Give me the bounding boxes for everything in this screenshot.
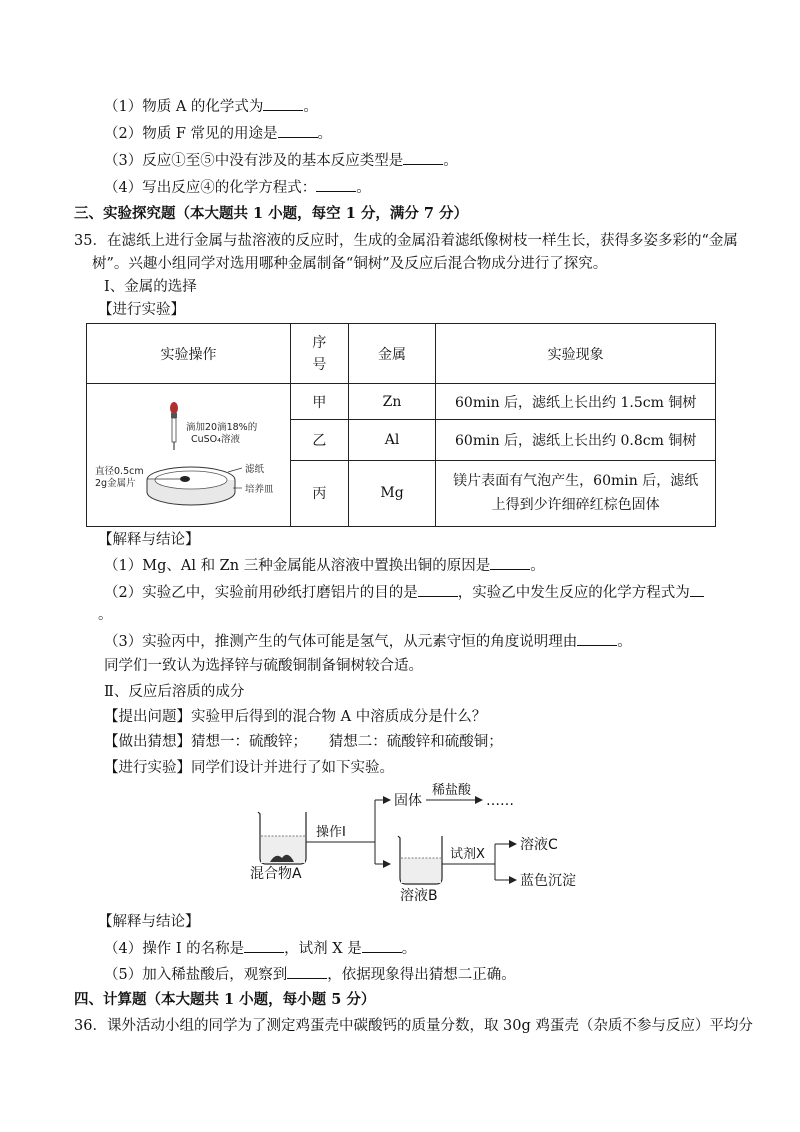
answer-blank — [690, 582, 704, 597]
answer-blank — [362, 938, 402, 953]
beaker-mixture-icon — [258, 812, 306, 864]
row-phenomenon-bing: 镁片表面有气泡产生，60min 后，滤纸 上得到少许细碎红棕色固体 — [436, 460, 716, 526]
hypothesis: 【做出猜想】猜想一：硫酸锌； 猜想二：硫酸锌和硫酸铜； — [104, 734, 503, 750]
answer-blank — [418, 582, 458, 597]
explain-q5: （5）加入稀盐酸后，观察到 ，依据现象得出猜想二正确。 — [104, 964, 516, 985]
drop-label-line2: CuSO₄溶液 — [191, 434, 240, 445]
blue-precipitate-label: 蓝色沉淀 — [520, 873, 576, 889]
row-metal-zn: Zn — [348, 384, 436, 420]
row-seq-bing: 丙 — [291, 460, 349, 526]
conduct-experiment-heading: 【进行实验】 — [98, 302, 185, 318]
row-phenomenon-jia: 60min 后，滤纸上长出约 1.5cm 铜树 — [436, 384, 716, 420]
q34-part3: （3）反应①至⑤中没有涉及的基本反应类型是 。 — [104, 150, 458, 171]
section-4-title: 四、计算题（本大题共 1 小题，每小题 5 分） — [74, 991, 376, 1008]
dilute-hcl-label: 稀盐酸 — [432, 783, 472, 798]
petri-dish-label: 培养皿 — [245, 484, 274, 495]
mixture-a-label: 混合物A — [250, 866, 302, 882]
consensus-text: 同学们一致认为选择锌与硫酸铜制备铜树较合适。 — [104, 658, 423, 674]
q34-part2: （2）物质 F 常见的用途是 。 — [104, 123, 332, 144]
raise-question: 【提出问题】实验甲后得到的混合物 A 中溶质成分是什么？ — [104, 709, 487, 725]
explain-q2-end: 。 — [98, 607, 113, 623]
operation-i-label: 操作I — [316, 825, 346, 840]
answer-blank — [244, 938, 284, 953]
part2-heading: Ⅱ、反应后溶质的成分 — [104, 684, 245, 700]
drop-label-line1: 滴加20滴18%的 — [186, 422, 258, 433]
section-3-title: 三、实验探究题（本大题共 1 小题，每空 1 分，满分 7 分） — [74, 205, 469, 222]
metal-piece-label-line1: 直径0.5cm — [95, 466, 144, 477]
row-phenomenon-yi: 60min 后，滤纸上长出约 0.8cm 铜树 — [436, 420, 716, 460]
answer-blank — [263, 96, 303, 111]
row-seq-jia: 甲 — [291, 384, 349, 420]
explain-q4: （4）操作 I 的名称是 ，试剂 X 是 。 — [104, 938, 416, 959]
answer-blank — [287, 964, 327, 979]
dropper-icon — [170, 402, 178, 450]
q35-intro-line1: 35．在滤纸上进行金属与盐溶液的反应时，生成的金属沿着滤纸像树枝一样生长，获得多姿多彩的“金属 — [74, 233, 738, 249]
conduct-experiment-2: 【进行实验】同学们设计并进行了如下实验。 — [104, 760, 394, 776]
ellipsis-label: …… — [486, 793, 514, 809]
reagent-x-label: 试剂X — [450, 847, 485, 862]
q35-intro-line2: 树”。兴趣小组同学对选用哪种金属制备“铜树”及反应后混合物成分进行了探究。 — [92, 256, 608, 272]
q36-intro: 36．课外活动小组的同学为了测定鸡蛋壳中碳酸钙的质量分数，取 30g 鸡蛋壳（杂质不参与反应）平均分 — [74, 1018, 753, 1034]
solid-label: 固体 — [394, 793, 422, 809]
metal-piece-label-line2: 2g金属片 — [95, 478, 136, 489]
filter-paper-apparatus-figure — [87, 384, 290, 526]
answer-blank — [278, 123, 318, 138]
apparatus-figure-cell — [87, 384, 291, 527]
part1-heading: Ⅰ、金属的选择 — [104, 279, 197, 295]
explain-q1: （1）Mg、Al 和 Zn 三种金属能从溶液中置换出铜的原因是 。 — [104, 555, 545, 576]
beaker-solution-b-icon — [398, 836, 442, 884]
experiment-table — [86, 323, 716, 527]
explain-q2: （2）实验乙中，实验前用砂纸打磨铝片的目的是 ，实验乙中发生反应的化学方程式为 — [104, 582, 704, 603]
solution-b-label: 溶液B — [400, 888, 438, 904]
answer-blank — [403, 150, 443, 165]
header-operation: 实验操作 — [87, 324, 291, 384]
filter-paper-label: 滤纸 — [245, 464, 265, 475]
answer-blank — [490, 555, 530, 570]
q34-part1: （1）物质 A 的化学式为 。 — [104, 96, 318, 117]
explain-heading-2: 【解释与结论】 — [98, 914, 200, 930]
header-seq: 序 号 — [291, 324, 349, 384]
explain-heading-1: 【解释与结论】 — [98, 532, 200, 548]
petri-dish-icon — [147, 467, 235, 505]
row-seq-yi: 乙 — [291, 420, 349, 460]
row-metal-al: Al — [348, 420, 436, 460]
header-phenomenon: 实验现象 — [436, 324, 716, 384]
separation-flow-diagram — [240, 778, 600, 910]
solution-c-label: 溶液C — [520, 837, 558, 853]
explain-q3: （3）实验丙中，推测产生的气体可能是氢气，从元素守恒的角度说明理由 。 — [104, 631, 632, 652]
answer-blank — [316, 177, 356, 192]
answer-blank — [577, 631, 617, 646]
header-metal: 金属 — [348, 324, 436, 384]
row-metal-mg: Mg — [348, 460, 436, 526]
q34-part4: （4）写出反应④的化学方程式： 。 — [104, 177, 371, 198]
